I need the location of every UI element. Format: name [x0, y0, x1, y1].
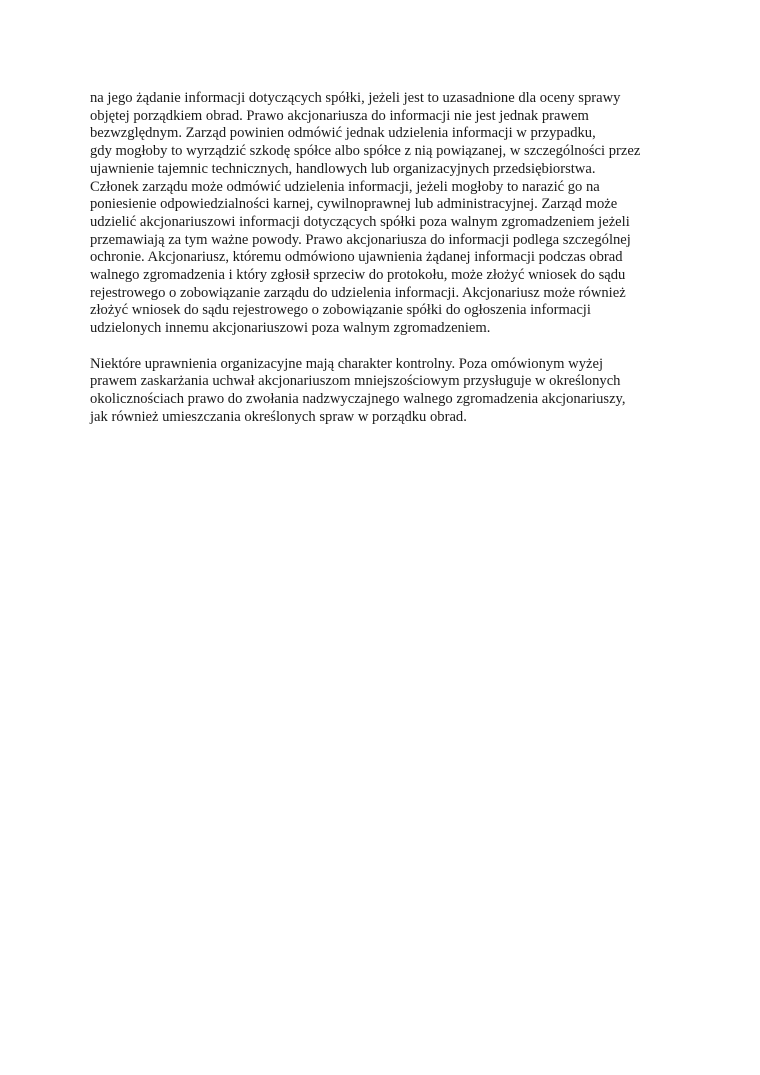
text-line: Niektóre uprawnienia organizacyjne mają charakter kontrolny. Poza omówionym wyżej	[90, 355, 604, 372]
paragraph-gap	[90, 338, 690, 356]
text-line: udzielonych innemu akcjonariuszowi poza walnym zgromadzeniem.	[90, 320, 491, 337]
text-line: jak również umieszczania określonych spraw w porządku obrad.	[90, 408, 467, 425]
text-line: objętej porządkiem obrad. Prawo akcjonariusza do informacji nie jest jednak prawem	[90, 107, 589, 124]
paragraph-1	[90, 90, 690, 338]
text-line: przemawiają za tym ważne powody. Prawo akcjonariusza do informacji podlega szczególnej	[90, 231, 631, 248]
text-line: ochronie. Akcjonariusz, któremu odmówiono ujawnienia żądanej informacji podczas obrad	[90, 249, 623, 266]
text-line: Członek zarządu może odmówić udzielenia informacji, jeżeli mogłoby to narazić go na	[90, 178, 600, 195]
text-line: prawem zaskarżania uchwał akcjonariuszom mniejszościowym przysługuje w określonych	[90, 373, 621, 390]
text-line: złożyć wniosek do sądu rejestrowego o zobowiązanie spółki do ogłoszenia informacji	[90, 302, 591, 319]
text-line: bezwzględnym. Zarząd powinien odmówić jednak udzielenia informacji w przypadku,	[90, 125, 596, 142]
text-line: rejestrowego o zobowiązanie zarządu do udzielenia informacji. Akcjonariusz może również	[90, 284, 626, 301]
text-line: na jego żądanie informacji dotyczących spółki, jeżeli jest to uzasadnione dla oceny sprawy	[90, 90, 621, 106]
text-line: walnego zgromadzenia i który zgłosił sprzeciw do protokołu, może złożyć wniosek do sądu	[90, 267, 626, 284]
paragraph-2	[90, 356, 690, 427]
text-line: gdy mogłoby to wyrządzić szkodę spółce albo spółce z nią powiązanej, w szczególności przez	[90, 143, 641, 160]
text-line: okolicznościach prawo do zwołania nadzwyczajnego walnego zgromadzenia akcjonariuszy,	[90, 390, 626, 407]
text-line: udzielić akcjonariuszowi informacji dotyczących spółki poza walnym zgromadzeniem jeżeli	[90, 213, 630, 230]
body-text	[90, 90, 690, 426]
text-line: poniesienie odpowiedzialności karnej, cywilnoprawnej lub administracyjnej. Zarząd może	[90, 196, 618, 213]
text-line: ujawnienie tajemnic technicznych, handlowych lub organizacyjnych przedsiębiorstwa.	[90, 160, 596, 177]
